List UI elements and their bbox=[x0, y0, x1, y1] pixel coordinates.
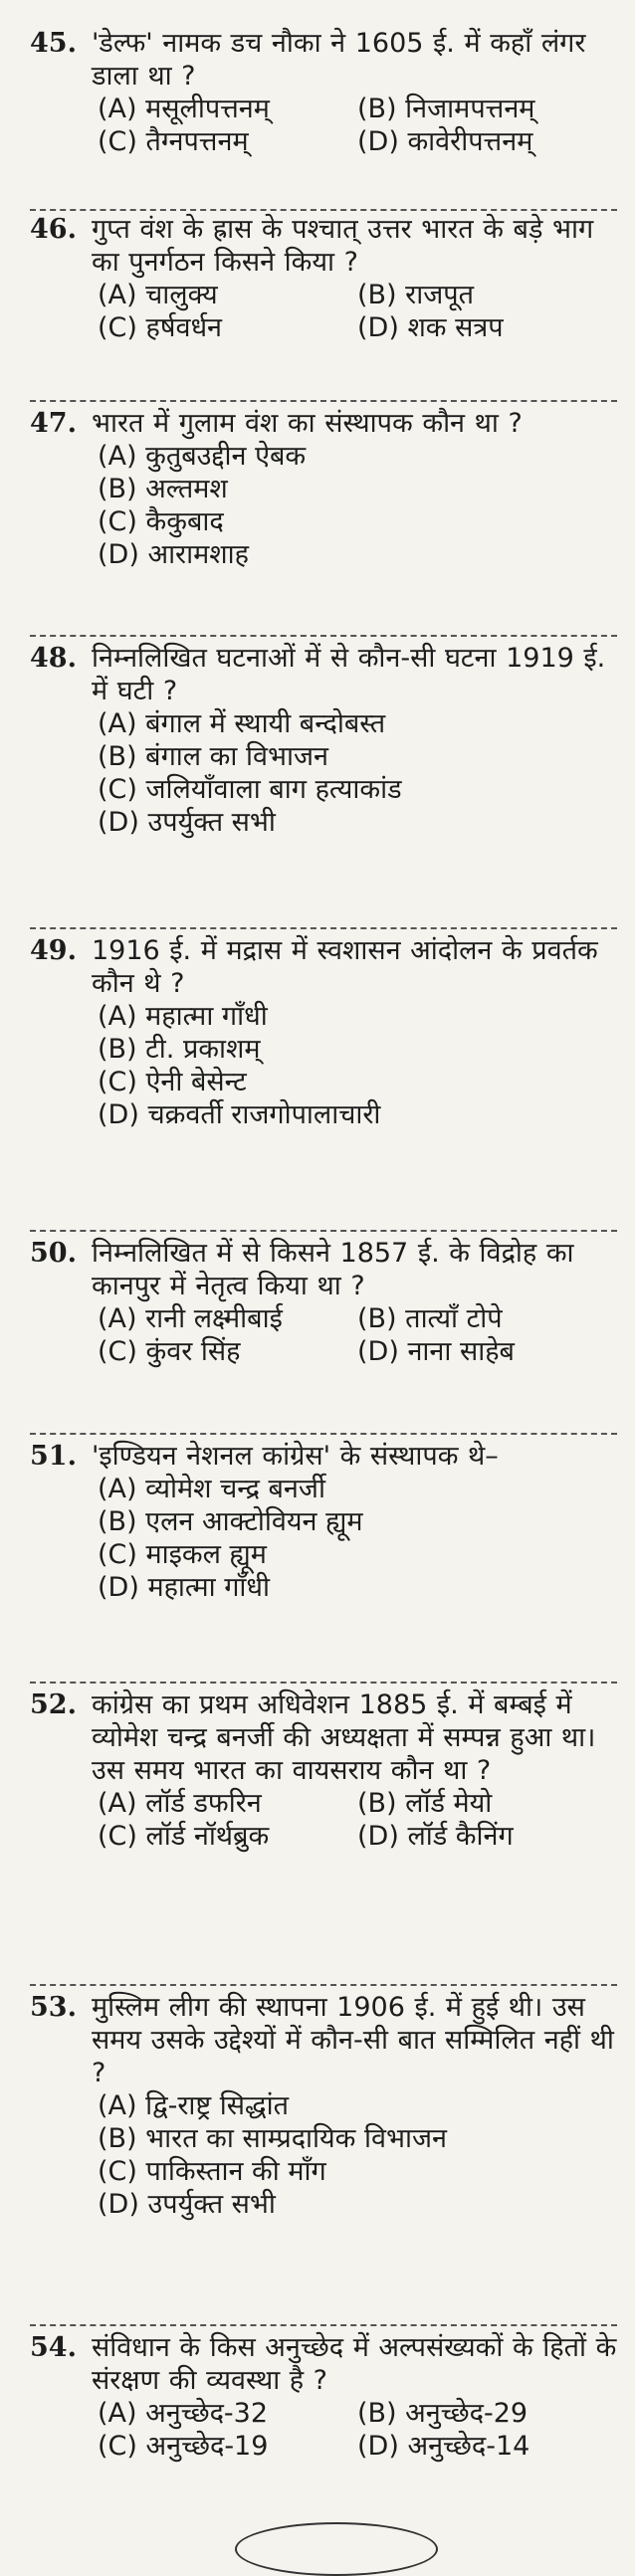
divider bbox=[30, 2324, 617, 2326]
question-49 bbox=[30, 935, 617, 1132]
question-text: निम्नलिखित में से किसने 1857 ई. के विद्रोह का कानपुर में नेतृत्व किया था ? bbox=[92, 1238, 574, 1301]
option-b[interactable]: (B) राजपूत bbox=[357, 279, 474, 310]
option-c[interactable]: (C) लॉर्ड नॉर्थब्रुक bbox=[98, 1820, 270, 1852]
option-a[interactable]: (A) व्योमेश चन्द्र बनर्जी bbox=[98, 1473, 325, 1504]
question-53 bbox=[30, 1992, 617, 2222]
question-text: 1916 ई. में मद्रास में स्वशासन आंदोलन के प्रवर्तक कौन थे ? bbox=[92, 935, 598, 999]
question-number: 49. bbox=[30, 935, 77, 966]
question-54 bbox=[30, 2332, 617, 2464]
divider bbox=[30, 1230, 617, 1232]
option-a[interactable]: (A) महात्मा गाँधी bbox=[98, 1000, 268, 1032]
divider bbox=[30, 1433, 617, 1435]
option-a[interactable]: (A) अनुच्छेद-32 bbox=[98, 2397, 269, 2429]
question-number: 45. bbox=[30, 28, 77, 59]
option-a[interactable]: (A) द्वि-राष्ट्र सिद्धांत bbox=[98, 2089, 289, 2121]
question-47 bbox=[30, 408, 617, 572]
divider bbox=[30, 209, 617, 211]
question-number: 53. bbox=[30, 1992, 77, 2023]
option-a[interactable]: (A) लॉर्ड डफरिन bbox=[98, 1787, 262, 1819]
option-c[interactable]: (C) हर्षवर्धन bbox=[98, 311, 223, 343]
question-number: 54. bbox=[30, 2332, 77, 2363]
option-d[interactable]: (D) लॉर्ड कैनिंग bbox=[357, 1820, 514, 1852]
question-text: 'इण्डियन नेशनल कांग्रेस' के संस्थापक थे– bbox=[92, 1441, 499, 1472]
options bbox=[98, 280, 617, 345]
option-c[interactable]: (C) कुंवर सिंह bbox=[98, 1335, 241, 1367]
option-c[interactable]: (C) कैकुबाद bbox=[98, 505, 224, 537]
option-d[interactable]: (D) कावेरीपत्तनम् bbox=[357, 125, 533, 157]
options bbox=[98, 441, 617, 572]
option-a[interactable]: (A) चालुक्य bbox=[98, 279, 218, 310]
option-d[interactable]: (D) आरामशाह bbox=[98, 538, 249, 570]
options bbox=[98, 1788, 617, 1854]
options bbox=[98, 1474, 617, 1605]
option-b[interactable]: (B) एलन आक्टोवियन ह्यूम bbox=[98, 1505, 363, 1537]
option-c[interactable]: (C) जलियाँवाला बाग हत्याकांड bbox=[98, 773, 402, 805]
question-number: 52. bbox=[30, 1689, 77, 1720]
option-c[interactable]: (C) माइकल ह्यूम bbox=[98, 1538, 267, 1570]
question-46 bbox=[30, 214, 617, 345]
question-text: 'डेल्फ' नामक डच नौका ने 1605 ई. में कहाँ लंगर डाला था ? bbox=[92, 28, 586, 92]
option-d[interactable]: (D) उपर्युक्त सभी bbox=[98, 806, 276, 838]
page-footer-oval bbox=[235, 2522, 438, 2576]
option-c[interactable]: (C) ऐनी बेसेन्ट bbox=[98, 1066, 247, 1097]
option-c[interactable]: (C) तैग्नपत्तनम् bbox=[98, 125, 249, 157]
question-51 bbox=[30, 1441, 617, 1605]
question-number: 50. bbox=[30, 1238, 77, 1269]
option-b[interactable]: (B) बंगाल का विभाजन bbox=[98, 740, 328, 772]
divider bbox=[30, 400, 617, 402]
option-a[interactable]: (A) रानी लक्ष्मीबाई bbox=[98, 1302, 283, 1334]
divider bbox=[30, 927, 617, 929]
option-c[interactable]: (C) पाकिस्तान की माँग bbox=[98, 2155, 326, 2187]
option-b[interactable]: (B) अनुच्छेद-29 bbox=[357, 2397, 529, 2429]
option-d[interactable]: (D) नाना साहेब bbox=[357, 1335, 515, 1367]
question-52 bbox=[30, 1689, 617, 1854]
option-d[interactable]: (D) उपर्युक्त सभी bbox=[98, 2188, 276, 2220]
option-c[interactable]: (C) अनुच्छेद-19 bbox=[98, 2430, 269, 2462]
options bbox=[98, 2090, 617, 2222]
question-text: गुप्त वंश के ह्रास के पश्चात् उत्तर भारत के बड़े भाग का पुनर्गठन किसने किया ? bbox=[92, 214, 594, 278]
options bbox=[98, 94, 617, 159]
option-b[interactable]: (B) लॉर्ड मेयो bbox=[357, 1787, 493, 1819]
options bbox=[98, 1001, 617, 1132]
question-text: मुस्लिम लीग की स्थापना 1906 ई. में हुई थी। उस समय उसके उद्देश्यों में कौन-सी बात सम्मिलित नहीं थी ? bbox=[92, 1992, 614, 2088]
option-a[interactable]: (A) बंगाल में स्थायी बन्दोबस्त bbox=[98, 707, 386, 739]
question-48 bbox=[30, 643, 617, 840]
option-b[interactable]: (B) अल्तमश bbox=[98, 473, 228, 504]
option-b[interactable]: (B) निजामपत्तनम् bbox=[357, 93, 535, 124]
question-text: निम्नलिखित घटनाओं में से कौन-सी घटना 1919 ई. में घटी ? bbox=[92, 643, 606, 706]
divider bbox=[30, 635, 617, 637]
question-text: संविधान के किस अनुच्छेद में अल्पसंख्यकों के हितों के संरक्षण की व्यवस्था है ? bbox=[92, 2332, 617, 2396]
option-a[interactable]: (A) मसूलीपत्तनम् bbox=[98, 93, 270, 124]
question-number: 47. bbox=[30, 408, 77, 439]
question-45 bbox=[30, 28, 617, 159]
question-number: 48. bbox=[30, 643, 77, 674]
question-number: 46. bbox=[30, 214, 77, 245]
divider bbox=[30, 1682, 617, 1684]
options bbox=[98, 708, 617, 840]
option-b[interactable]: (B) टी. प्रकाशम् bbox=[98, 1033, 261, 1065]
question-50 bbox=[30, 1238, 617, 1369]
question-text: भारत में गुलाम वंश का संस्थापक कौन था ? bbox=[92, 408, 523, 439]
option-d[interactable]: (D) महात्मा गाँधी bbox=[98, 1571, 271, 1603]
option-d[interactable]: (D) चक्रवर्ती राजगोपालाचारी bbox=[98, 1098, 381, 1130]
option-d[interactable]: (D) शक सत्रप bbox=[357, 311, 504, 343]
option-a[interactable]: (A) कुतुबउद्दीन ऐबक bbox=[98, 440, 307, 472]
question-number: 51. bbox=[30, 1441, 77, 1472]
option-b[interactable]: (B) भारत का साम्प्रदायिक विभाजन bbox=[98, 2122, 447, 2154]
options bbox=[98, 1303, 617, 1369]
option-d[interactable]: (D) अनुच्छेद-14 bbox=[357, 2430, 530, 2462]
question-text: कांग्रेस का प्रथम अधिवेशन 1885 ई. में बम्बई में व्योमेश चन्द्र बनर्जी की अध्यक्षता में सम्पन्न हुआ था। उस समय भारत का वायसराय कौन था ? bbox=[92, 1689, 596, 1786]
options bbox=[98, 2398, 617, 2464]
option-b[interactable]: (B) तात्याँ टोपे bbox=[357, 1302, 503, 1334]
divider bbox=[30, 1984, 617, 1986]
